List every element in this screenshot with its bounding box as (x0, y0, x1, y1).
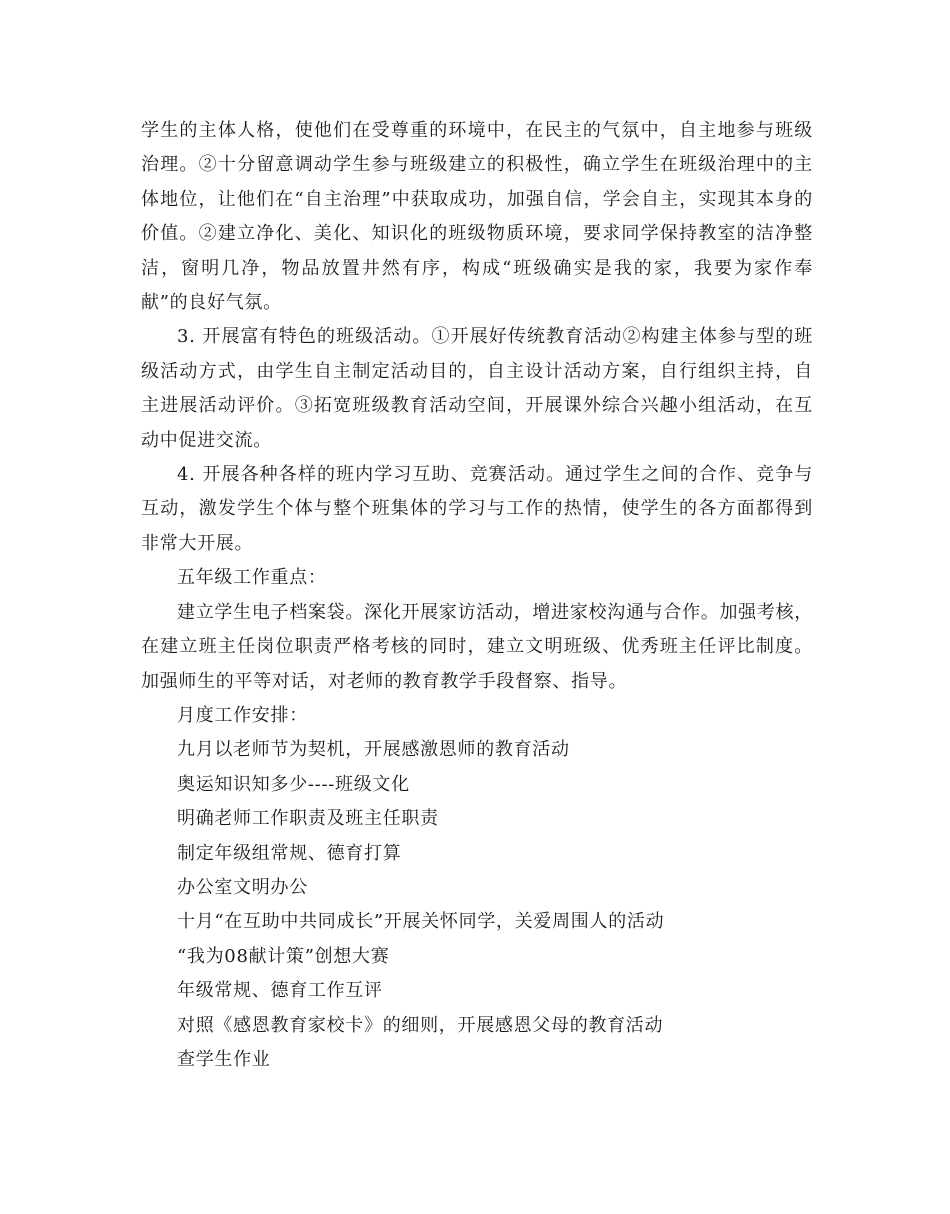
monthly-item: 对照《感恩教育家校卡》的细则，开展感恩父母的教育活动 (177, 1014, 664, 1036)
monthly-item: “我为08献计策”创想大赛 (177, 945, 390, 967)
paragraph-class-activities: 3. 开展富有特色的班级活动。①开展好传统教育活动②构建主体参与型的班级活动方式，由学生自主制定活动目的，自主设计活动方案，自行组织主持，自主进展活动评价。③拓宽班级教育活动空间，开展课外综合兴趣小组活动，在互动中促进交流。 (141, 326, 813, 451)
monthly-item: 查学生作业 (177, 1048, 271, 1070)
monthly-item: 年级常规、德育工作互评 (177, 980, 383, 1002)
paragraph-class-management: 学生的主体人格，使他们在受尊重的环境中，在民主的气氛中，自主地参与班级治理。②十分留意调动学生参与班级建立的积极性，确立学生在班级治理中的主体地位，让他们在“自主治理”中获取成功，加强自信，学会自主，实现其本身的价值。②建立净化、美化、知识化的班级物质环境，要求同学保持教室的洁净整洁，窗明几净，物品放置井然有序，构成“班级确实是我的家，我要为家作奉献”的良好气氛。 (141, 120, 813, 314)
grade-five-heading: 五年级工作重点： (177, 567, 327, 589)
monthly-item: 十月“在互助中共同成长”开展关怀同学，关爱周围人的活动 (177, 911, 665, 933)
document-body (141, 114, 813, 1077)
monthly-schedule-heading: 月度工作安排： (177, 704, 308, 726)
monthly-item: 制定年级组常规、德育打算 (177, 842, 402, 864)
monthly-item: 明确老师工作职责及班主任职责 (177, 808, 439, 830)
paragraph-study-competitions: 4. 开展各种各样的班内学习互助、竞赛活动。通过学生之间的合作、竞争与互动，激发学生个体与整个班集体的学习与工作的热情，使学生的各方面都得到非常大开展。 (141, 464, 813, 554)
monthly-item: 九月以老师节为契机，开展感激恩师的教育活动 (177, 739, 570, 761)
paragraph-grade-five-focus: 建立学生电子档案袋。深化开展家访活动，增进家校沟通与合作。加强考核，在建立班主任岗位职责严格考核的同时，建立文明班级、优秀班主任评比制度。加强师生的平等对话，对老师的教育教学手段督察、指导。 (141, 601, 813, 692)
monthly-item: 办公室文明办公 (177, 876, 308, 898)
monthly-item: 奥运知识知多少----班级文化 (177, 773, 410, 795)
